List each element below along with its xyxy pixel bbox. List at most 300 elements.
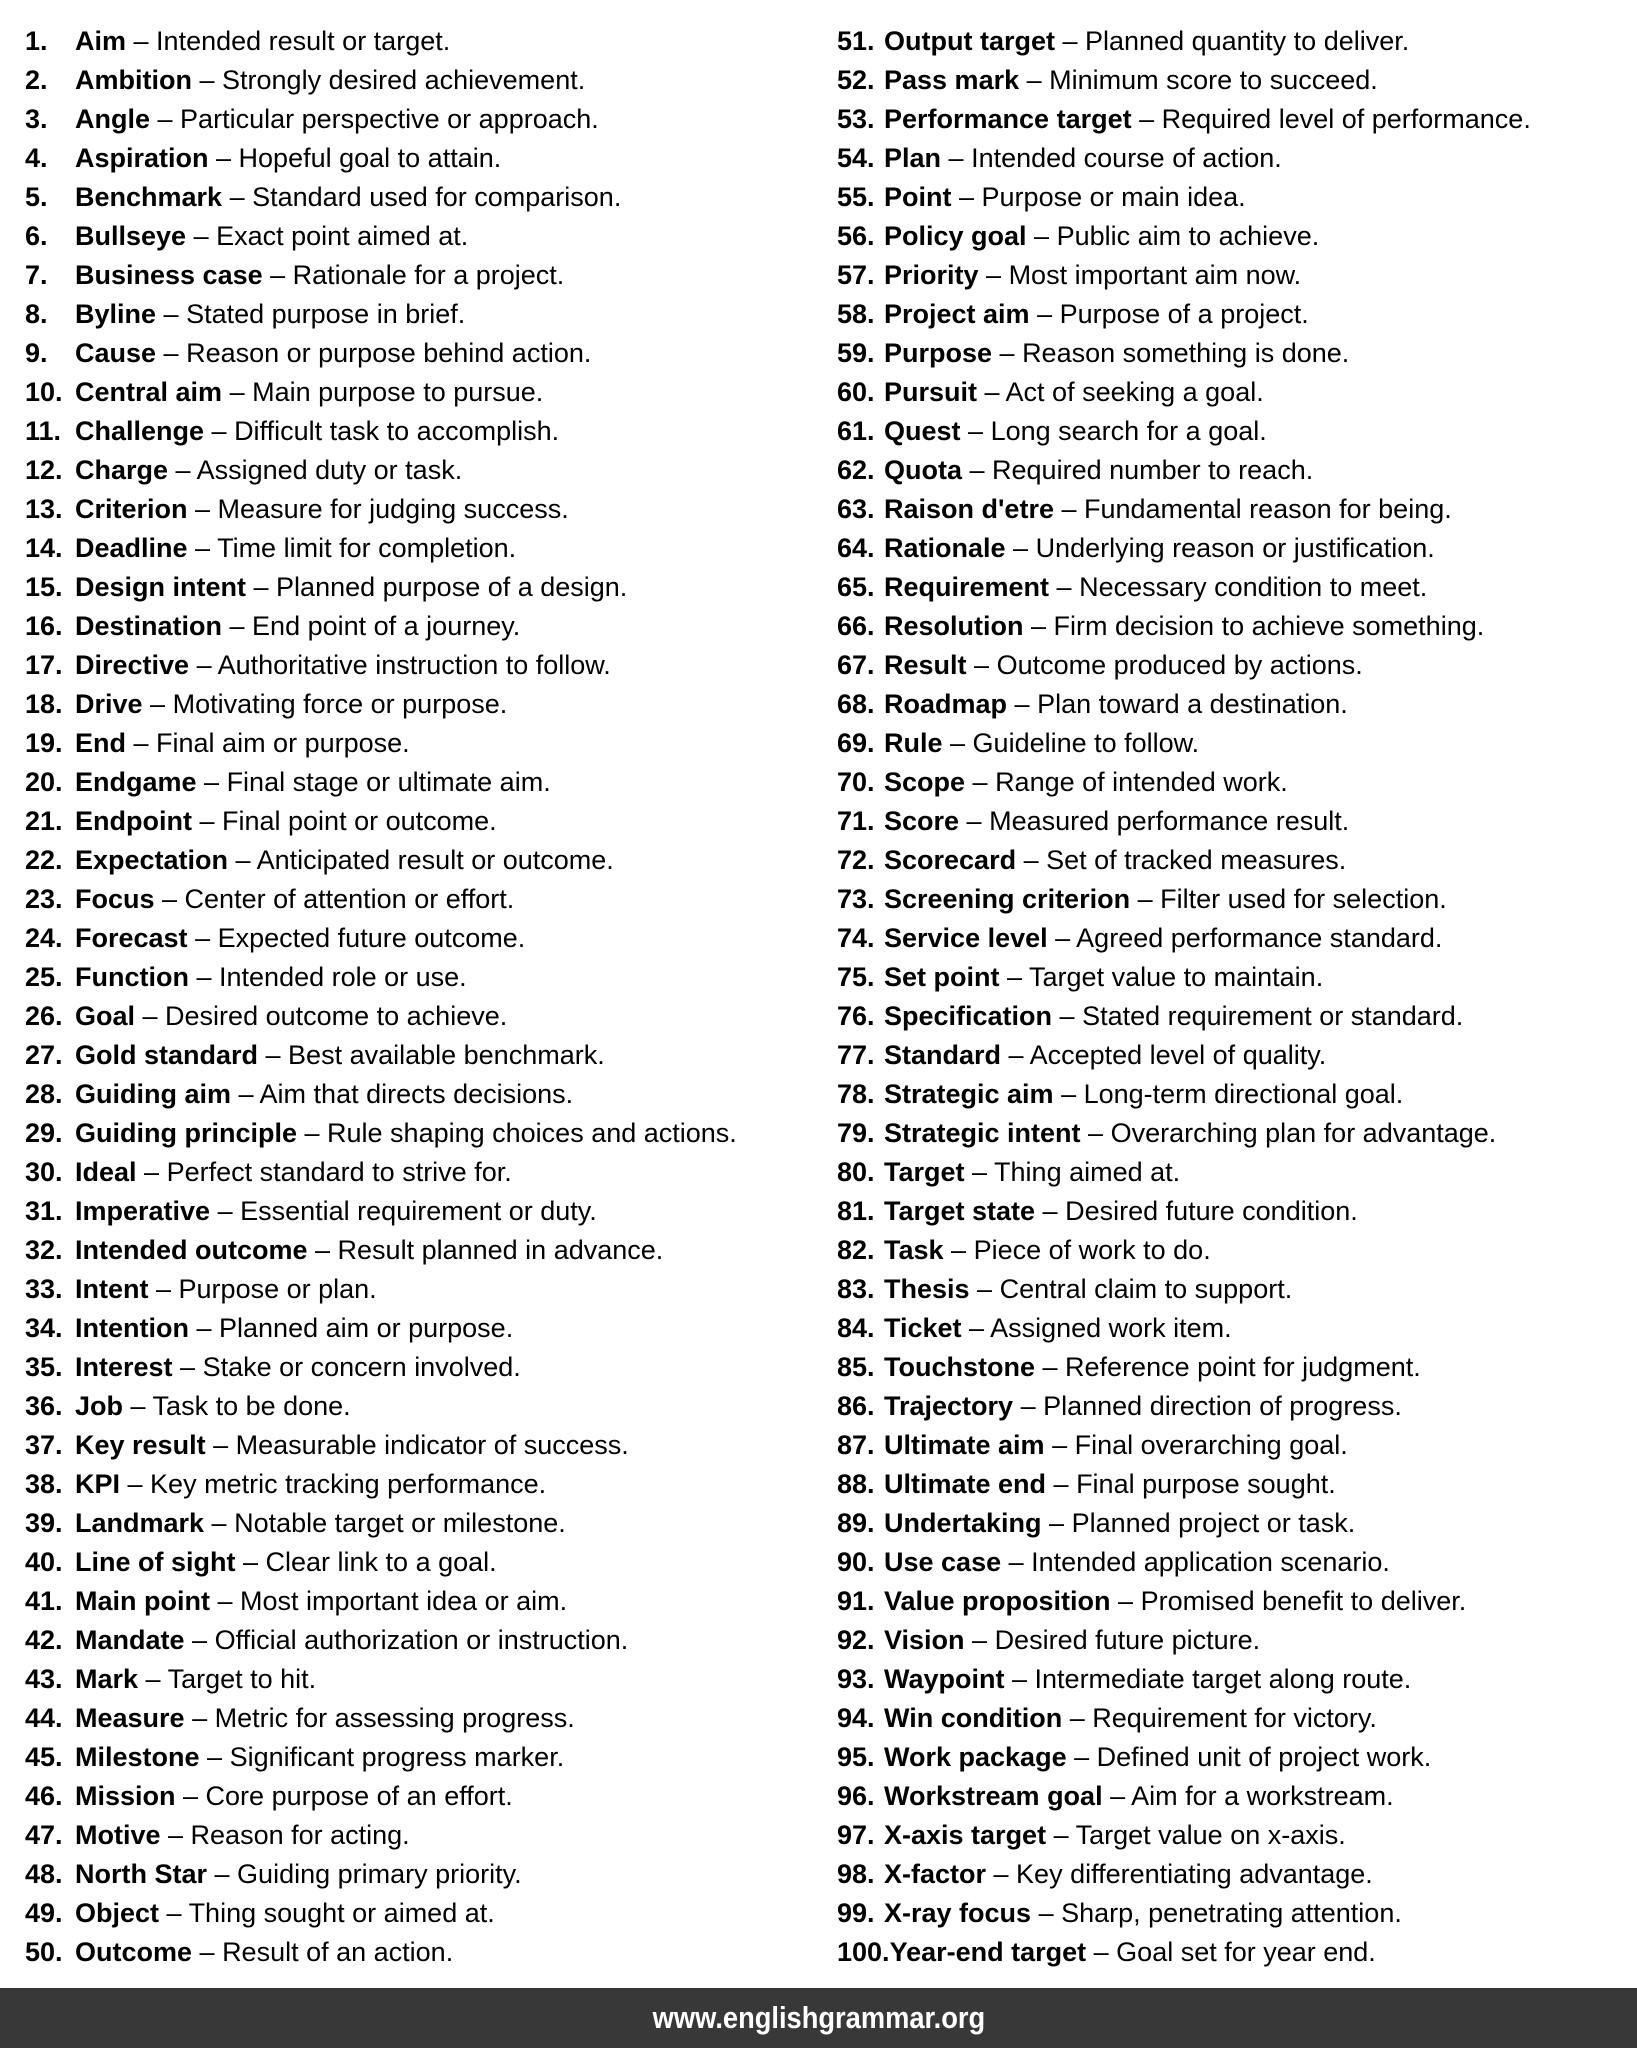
item-number: 77. xyxy=(837,1040,875,1070)
item-text xyxy=(884,1270,1292,1309)
item-term: Purpose xyxy=(884,338,993,368)
item-number: 21. xyxy=(25,806,63,836)
item-text xyxy=(75,1582,567,1621)
list-item xyxy=(25,373,825,412)
item-separator: – xyxy=(1086,1937,1117,1967)
item-number: 85. xyxy=(837,1352,875,1382)
item-text xyxy=(884,61,1378,100)
item-separator: – xyxy=(175,1781,206,1811)
list-item xyxy=(837,1075,1637,1114)
item-separator: – xyxy=(1044,1430,1075,1460)
item-term: Win condition xyxy=(884,1703,1063,1733)
item-separator: – xyxy=(942,728,973,758)
item-term: Service level xyxy=(884,923,1048,953)
item-number: 74. xyxy=(837,923,875,953)
item-definition: Desired future picture. xyxy=(994,1625,1261,1655)
item-text xyxy=(75,1114,737,1153)
item-term: North Star xyxy=(75,1859,208,1889)
list-item xyxy=(25,22,825,61)
item-text xyxy=(884,100,1531,139)
item-separator: – xyxy=(184,1703,215,1733)
item-separator: – xyxy=(188,1313,220,1343)
item-term: X-axis target xyxy=(884,1820,1047,1850)
item-number: 69. xyxy=(837,728,875,758)
item-number: 1. xyxy=(25,26,48,56)
item-term: Aim xyxy=(75,26,127,56)
item-definition: Rule shaping choices and actions. xyxy=(327,1118,737,1148)
list-item xyxy=(25,802,825,841)
item-term: Main point xyxy=(75,1586,210,1616)
list-item xyxy=(837,1894,1637,1933)
item-number: 5. xyxy=(25,182,48,212)
item-term: Landmark xyxy=(75,1508,205,1538)
item-definition: Main purpose to pursue. xyxy=(252,377,544,407)
item-separator: – xyxy=(154,884,185,914)
item-definition: Firm decision to achieve something. xyxy=(1053,611,1485,641)
list-item xyxy=(25,490,825,529)
item-term: Drive xyxy=(75,689,143,719)
item-text xyxy=(75,1621,628,1660)
item-definition: Long-term directional goal. xyxy=(1083,1079,1404,1109)
item-term: Expectation xyxy=(75,845,229,875)
list-item xyxy=(25,1816,825,1855)
item-text xyxy=(884,1075,1403,1114)
item-number: 42. xyxy=(25,1625,63,1655)
item-separator: – xyxy=(231,1079,260,1109)
item-text xyxy=(75,1036,605,1075)
item-number: 44. xyxy=(25,1703,63,1733)
item-definition: Purpose or plan. xyxy=(178,1274,377,1304)
item-definition: Measured performance result. xyxy=(989,806,1350,836)
item-text xyxy=(75,61,585,100)
item-text xyxy=(884,724,1199,763)
item-term: Focus xyxy=(75,884,155,914)
item-text xyxy=(75,451,462,490)
item-text xyxy=(75,256,564,295)
item-number: 83. xyxy=(837,1274,875,1304)
item-separator: – xyxy=(168,455,197,485)
item-separator: – xyxy=(960,416,991,446)
item-text xyxy=(75,217,468,256)
item-text xyxy=(884,1504,1355,1543)
list-item xyxy=(25,1231,825,1270)
item-term: Set point xyxy=(884,962,1000,992)
item-number: 14. xyxy=(25,533,63,563)
list-item xyxy=(837,22,1637,61)
item-definition: Rationale for a project. xyxy=(292,260,565,290)
list-item xyxy=(837,1114,1637,1153)
item-number: 9. xyxy=(25,338,48,368)
item-number: 97. xyxy=(837,1820,875,1850)
item-number: 60. xyxy=(837,377,875,407)
item-separator: – xyxy=(1062,1703,1093,1733)
item-text xyxy=(884,1543,1390,1582)
item-term: Interest xyxy=(75,1352,173,1382)
item-separator: – xyxy=(189,650,218,680)
item-text xyxy=(884,490,1452,529)
item-term: Scope xyxy=(884,767,966,797)
item-text xyxy=(884,334,1349,373)
item-term: Quota xyxy=(884,455,962,485)
item-term: Specification xyxy=(884,1001,1053,1031)
item-definition: Measurable indicator of success. xyxy=(235,1430,629,1460)
item-definition: Official authorization or instruction. xyxy=(214,1625,629,1655)
list-item xyxy=(25,100,825,139)
item-number: 39. xyxy=(25,1508,63,1538)
item-text xyxy=(75,1894,495,1933)
item-term: Object xyxy=(75,1898,160,1928)
item-term: Touchstone xyxy=(884,1352,1035,1382)
item-term: Line of sight xyxy=(75,1547,236,1577)
item-separator: – xyxy=(222,611,253,641)
item-definition: Strongly desired achievement. xyxy=(222,65,586,95)
item-definition: Overarching plan for advantage. xyxy=(1110,1118,1497,1148)
item-number: 50. xyxy=(25,1937,63,1967)
item-number: 61. xyxy=(837,416,875,446)
item-definition: Authoritative instruction to follow. xyxy=(217,650,611,680)
item-text xyxy=(884,178,1246,217)
item-text xyxy=(75,373,543,412)
list-item xyxy=(837,1933,1637,1972)
item-term: Requirement xyxy=(884,572,1050,602)
list-item xyxy=(837,451,1637,490)
list-item xyxy=(25,217,825,256)
item-separator: – xyxy=(188,962,220,992)
list-item xyxy=(837,724,1637,763)
item-term: Performance target xyxy=(884,104,1132,134)
list-item xyxy=(25,1738,825,1777)
item-number: 8. xyxy=(25,299,48,329)
item-number: 93. xyxy=(837,1664,875,1694)
item-separator: – xyxy=(209,1586,241,1616)
item-term: Raison d'etre xyxy=(884,494,1054,524)
item-definition: Standard used for comparison. xyxy=(252,182,622,212)
list-item xyxy=(837,1660,1637,1699)
item-definition: Result of an action. xyxy=(222,1937,454,1967)
item-number: 95. xyxy=(837,1742,875,1772)
item-term: Policy goal xyxy=(884,221,1027,251)
list-item xyxy=(25,1114,825,1153)
item-definition: Desired future condition. xyxy=(1065,1196,1358,1226)
item-text xyxy=(884,1894,1402,1933)
item-term: Destination xyxy=(75,611,223,641)
list-item xyxy=(25,1777,825,1816)
list-item xyxy=(25,685,825,724)
item-text xyxy=(884,373,1264,412)
item-term: Gold standard xyxy=(75,1040,259,1070)
item-term: Rule xyxy=(884,728,943,758)
item-term: Ticket xyxy=(884,1313,962,1343)
item-separator: – xyxy=(951,182,982,212)
item-definition: Task to be done. xyxy=(152,1391,351,1421)
item-text xyxy=(75,646,611,685)
item-term: Thesis xyxy=(884,1274,970,1304)
item-separator: – xyxy=(187,923,218,953)
item-term: Resolution xyxy=(884,611,1024,641)
item-definition: Stake or concern involved. xyxy=(202,1352,521,1382)
item-definition: Final overarching goal. xyxy=(1074,1430,1348,1460)
item-term: Undertaking xyxy=(884,1508,1042,1538)
item-definition: Purpose of a project. xyxy=(1059,299,1309,329)
list-item xyxy=(837,256,1637,295)
item-definition: Metric for assessing progress. xyxy=(214,1703,575,1733)
list-item xyxy=(25,1504,825,1543)
item-separator: – xyxy=(228,845,257,875)
item-definition: Center of attention or effort. xyxy=(184,884,515,914)
item-term: Deadline xyxy=(75,533,188,563)
list-item xyxy=(25,412,825,451)
list-item xyxy=(25,334,825,373)
item-definition: Plan toward a destination. xyxy=(1037,689,1348,719)
item-separator: – xyxy=(966,650,997,680)
list-item xyxy=(25,607,825,646)
item-term: Trajectory xyxy=(884,1391,1014,1421)
item-separator: – xyxy=(1007,689,1038,719)
list-item xyxy=(25,1426,825,1465)
item-term: Guiding aim xyxy=(75,1079,232,1109)
item-term: Charge xyxy=(75,455,169,485)
item-text xyxy=(75,139,501,178)
item-text xyxy=(75,1777,513,1816)
item-number: 26. xyxy=(25,1001,63,1031)
item-separator: – xyxy=(156,338,187,368)
item-number: 47. xyxy=(25,1820,63,1850)
item-definition: Key metric tracking performance. xyxy=(150,1469,547,1499)
item-text xyxy=(75,295,465,334)
item-text xyxy=(75,490,569,529)
item-text xyxy=(884,958,1323,997)
item-number: 48. xyxy=(25,1859,63,1889)
item-number: 98. xyxy=(837,1859,875,1889)
item-number: 71. xyxy=(837,806,875,836)
item-definition: Required number to reach. xyxy=(992,455,1314,485)
list-item xyxy=(837,1231,1637,1270)
item-text xyxy=(884,295,1309,334)
item-term: Mark xyxy=(75,1664,139,1694)
list-item xyxy=(25,1660,825,1699)
item-definition: Planned project or task. xyxy=(1071,1508,1356,1538)
item-term: Waypoint xyxy=(884,1664,1005,1694)
item-term: Standard xyxy=(884,1040,1002,1070)
item-separator: – xyxy=(204,416,235,446)
item-number: 46. xyxy=(25,1781,63,1811)
item-number: 75. xyxy=(837,962,875,992)
item-term: Value proposition xyxy=(884,1586,1111,1616)
list-item xyxy=(837,529,1637,568)
list-item xyxy=(837,1348,1637,1387)
item-text xyxy=(75,22,450,61)
list-item xyxy=(837,1582,1637,1621)
item-number: 51. xyxy=(837,26,875,56)
item-text xyxy=(890,1933,1376,1972)
item-separator: – xyxy=(159,1898,189,1928)
item-number: 55. xyxy=(837,182,875,212)
list-item xyxy=(837,217,1637,256)
item-number: 25. xyxy=(25,962,63,992)
list-item xyxy=(837,1270,1637,1309)
item-number: 43. xyxy=(25,1664,63,1694)
item-term: Scorecard xyxy=(884,845,1017,875)
item-separator: – xyxy=(1046,1820,1076,1850)
item-term: Forecast xyxy=(75,923,188,953)
item-separator: – xyxy=(941,143,972,173)
item-term: Motive xyxy=(75,1820,161,1850)
item-separator: – xyxy=(1047,923,1077,953)
item-definition: Final aim or purpose. xyxy=(156,728,410,758)
item-definition: Desired outcome to achieve. xyxy=(165,1001,508,1031)
item-number: 73. xyxy=(837,884,875,914)
item-definition: Requirement for victory. xyxy=(1092,1703,1377,1733)
item-term: Rationale xyxy=(884,533,1006,563)
item-term: Roadmap xyxy=(884,689,1008,719)
item-number: 80. xyxy=(837,1157,875,1187)
item-number: 24. xyxy=(25,923,63,953)
item-separator: – xyxy=(222,182,253,212)
item-text xyxy=(884,1621,1260,1660)
list-item xyxy=(25,646,825,685)
item-separator: – xyxy=(1016,845,1047,875)
item-separator: – xyxy=(199,1742,230,1772)
item-text xyxy=(75,1933,453,1972)
item-text xyxy=(884,1738,1431,1777)
item-separator: – xyxy=(1049,572,1080,602)
item-text xyxy=(884,607,1484,646)
list-item xyxy=(25,1192,825,1231)
item-number: 49. xyxy=(25,1898,63,1928)
item-separator: – xyxy=(148,1274,179,1304)
item-separator: – xyxy=(184,1625,215,1655)
item-separator: – xyxy=(222,377,253,407)
item-separator: – xyxy=(1005,533,1036,563)
item-text xyxy=(884,451,1313,490)
list-column-left xyxy=(25,22,825,1972)
item-term: Key result xyxy=(75,1430,206,1460)
item-term: Job xyxy=(75,1391,124,1421)
list-item xyxy=(837,490,1637,529)
item-number: 76. xyxy=(837,1001,875,1031)
item-term: Mandate xyxy=(75,1625,185,1655)
item-text xyxy=(75,334,591,373)
item-definition: Clear link to a goal. xyxy=(265,1547,497,1577)
item-term: X-factor xyxy=(884,1859,987,1889)
item-term: Target state xyxy=(884,1196,1036,1226)
item-text xyxy=(884,217,1319,256)
item-number: 32. xyxy=(25,1235,63,1265)
item-number: 4. xyxy=(25,143,48,173)
item-number: 13. xyxy=(25,494,63,524)
item-text xyxy=(75,802,497,841)
list-item xyxy=(837,841,1637,880)
item-text xyxy=(75,958,467,997)
item-number: 31. xyxy=(25,1196,63,1226)
item-separator: – xyxy=(191,806,222,836)
item-text xyxy=(75,1465,546,1504)
item-separator: – xyxy=(1131,104,1162,134)
item-separator: – xyxy=(1080,1118,1111,1148)
item-separator: – xyxy=(196,767,227,797)
item-text xyxy=(75,763,551,802)
item-separator: – xyxy=(258,1040,289,1070)
item-definition: Essential requirement or duty. xyxy=(240,1196,597,1226)
item-number: 35. xyxy=(25,1352,63,1382)
item-number: 22. xyxy=(25,845,63,875)
list-item xyxy=(25,1621,825,1660)
list-item xyxy=(837,334,1637,373)
item-number: 16. xyxy=(25,611,63,641)
item-number: 99. xyxy=(837,1898,875,1928)
item-definition: Set of tracked measures. xyxy=(1046,845,1347,875)
item-separator: – xyxy=(126,728,157,758)
item-separator: – xyxy=(1023,611,1054,641)
item-separator: – xyxy=(136,1157,167,1187)
item-number: 40. xyxy=(25,1547,63,1577)
item-number: 87. xyxy=(837,1430,875,1460)
list-item xyxy=(837,802,1637,841)
item-separator: – xyxy=(1001,1040,1030,1070)
item-separator: – xyxy=(1053,1079,1084,1109)
list-item xyxy=(25,178,825,217)
item-number: 66. xyxy=(837,611,875,641)
list-item xyxy=(837,880,1637,919)
footer-bar xyxy=(0,1988,1637,2048)
list-item xyxy=(837,1426,1637,1465)
item-separator: – xyxy=(978,260,1009,290)
item-number: 3. xyxy=(25,104,48,134)
item-definition: Result planned in advance. xyxy=(337,1235,664,1265)
item-separator: – xyxy=(992,338,1023,368)
list-item xyxy=(25,256,825,295)
item-number: 52. xyxy=(837,65,875,95)
list-item xyxy=(837,1777,1637,1816)
item-term: Pursuit xyxy=(884,377,978,407)
item-number: 92. xyxy=(837,1625,875,1655)
item-text xyxy=(75,1738,564,1777)
item-definition: Piece of work to do. xyxy=(973,1235,1211,1265)
item-text xyxy=(75,1075,573,1114)
list-item xyxy=(25,763,825,802)
item-text xyxy=(75,724,410,763)
item-definition: Final purpose sought. xyxy=(1076,1469,1336,1499)
item-definition: Reference point for judgment. xyxy=(1065,1352,1421,1382)
item-number: 88. xyxy=(837,1469,875,1499)
item-definition: Guiding primary priority. xyxy=(237,1859,522,1889)
item-term: X-ray focus xyxy=(884,1898,1032,1928)
item-definition: End point of a journey. xyxy=(252,611,521,641)
item-text xyxy=(884,997,1463,1036)
list-item xyxy=(837,685,1637,724)
item-text xyxy=(75,1309,513,1348)
list-item xyxy=(25,1387,825,1426)
item-number: 53. xyxy=(837,104,875,134)
item-term: Intention xyxy=(75,1313,189,1343)
item-definition: Planned aim or purpose. xyxy=(219,1313,514,1343)
list-item xyxy=(837,1387,1637,1426)
item-term: Central aim xyxy=(75,377,223,407)
item-definition: Public aim to achieve. xyxy=(1056,221,1320,251)
item-text xyxy=(884,1426,1348,1465)
item-text xyxy=(75,1270,377,1309)
item-term: Intent xyxy=(75,1274,149,1304)
item-number: 68. xyxy=(837,689,875,719)
item-separator: – xyxy=(986,1859,1017,1889)
item-separator: – xyxy=(135,1001,166,1031)
item-definition: Sharp, penetrating attention. xyxy=(1061,1898,1402,1928)
item-definition: Hopeful goal to attain. xyxy=(238,143,502,173)
item-definition: Aim that directs decisions. xyxy=(259,1079,574,1109)
item-term: Milestone xyxy=(75,1742,200,1772)
item-separator: – xyxy=(959,806,990,836)
item-definition: Guideline to follow. xyxy=(972,728,1200,758)
